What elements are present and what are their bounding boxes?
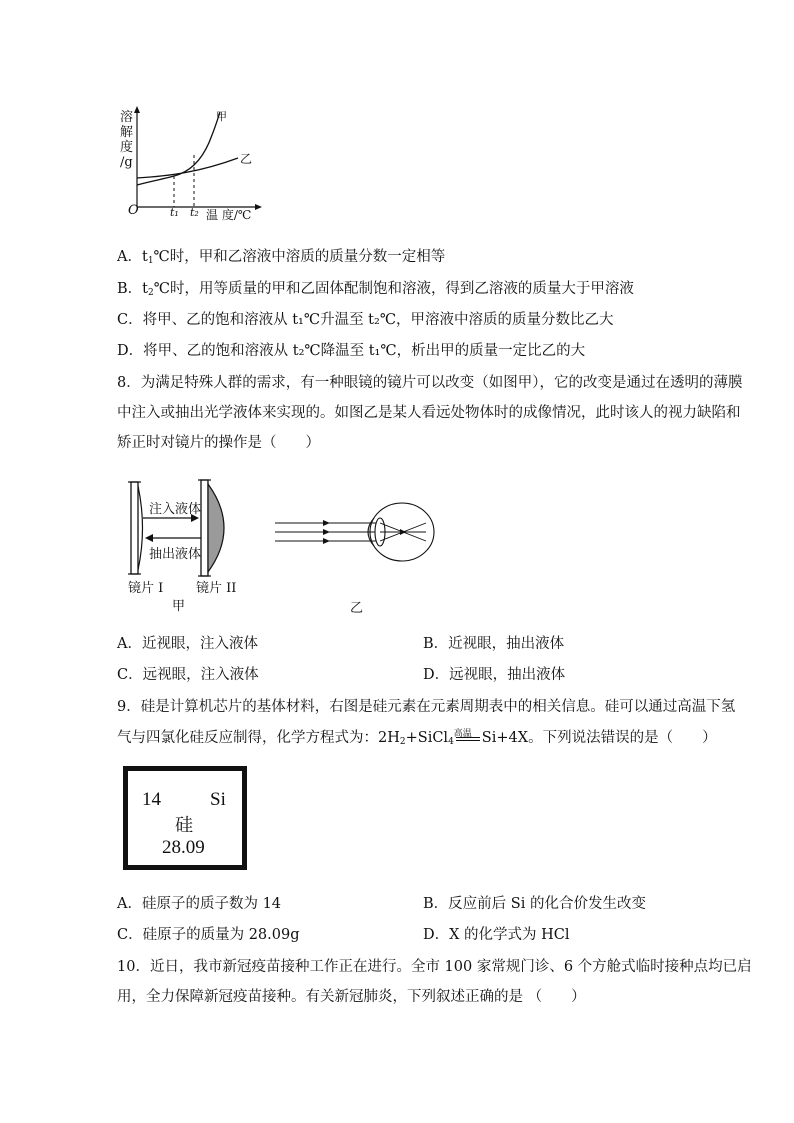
q9-option-b: B．反应前后 Si 的化合价发生改变	[423, 896, 646, 912]
q8-option-a: A．近视眼，注入液体	[117, 636, 258, 652]
extract-label: 抽出液体	[149, 547, 202, 562]
inject-label: 注入液体	[149, 502, 202, 517]
t2-label: t₂	[190, 206, 199, 219]
q9-option-a: A．硅原子的质子数为 14	[117, 896, 282, 912]
q8-line: 矫正时对镜片的操作是（ ）	[117, 435, 320, 451]
q8-option-b: B．近视眼，抽出液体	[423, 636, 565, 652]
lens2-frame	[201, 480, 208, 576]
subscript: 2	[147, 288, 154, 298]
curve-jia-label: 甲	[216, 110, 227, 123]
option-text: 将甲、乙的饱和溶液从 t₂℃降温至 t₁℃，析出甲的质量一定比乙的大	[143, 343, 586, 359]
figure-jia-lenses	[125, 470, 245, 580]
x-axis-arrow	[255, 204, 262, 210]
origin-label: O	[128, 203, 139, 218]
q8-option-c: C．远视眼，注入液体	[117, 667, 259, 683]
ray-arrow	[323, 520, 330, 526]
q10-line: 用，全力保障新冠疫苗接种。有关新冠肺炎，下列叙述正确的是 （ ）	[117, 989, 586, 1005]
atomic-number: 14	[142, 789, 161, 810]
y-axis-char: 溶	[120, 110, 134, 125]
lens1-label: 镜片 I	[128, 581, 164, 596]
q7-option-c	[117, 308, 614, 329]
focus-arrow	[400, 529, 406, 535]
figure-yi-caption: 乙	[350, 601, 364, 616]
figure-jia-caption: 甲	[172, 599, 186, 614]
option-letter: A．	[117, 249, 142, 265]
equals-line	[456, 737, 480, 738]
ray-arrow	[323, 529, 330, 535]
option-letter: C．	[117, 312, 143, 328]
lens2-label: 镜片 II	[196, 581, 237, 596]
subscript: 1	[147, 256, 154, 266]
q8-line: 8．为满足特殊人群的需求，有一种眼镜的镜片可以改变（如图甲），它的改变是通过在透明的薄膜	[117, 375, 743, 391]
q7-option-a	[117, 245, 445, 266]
lens2-membrane	[208, 484, 224, 572]
curve-yi-label: 乙	[240, 152, 253, 166]
equals-line	[456, 740, 480, 741]
t1-label: t₁	[170, 206, 179, 219]
option-text: t	[141, 249, 148, 265]
figure-yi-eye	[270, 490, 450, 590]
option-letter: D．	[117, 343, 144, 359]
option-text: t	[142, 281, 148, 297]
y-axis-char: /g	[120, 155, 133, 170]
subscript: 2	[399, 737, 406, 747]
atomic-mass: 28.09	[162, 837, 205, 858]
q9-text: +SiCl	[405, 730, 449, 746]
q8-option-d: D．远视眼，抽出液体	[423, 667, 566, 683]
curve-yi	[137, 158, 238, 178]
x-axis-label: 温 度/℃	[206, 208, 252, 222]
q7-option-b	[117, 277, 634, 298]
q9-text: Si+4X。下列说法错误的是（ ）	[481, 730, 717, 746]
q9-option-c: C．硅原子的质量为 28.09g	[117, 927, 300, 943]
q8-stem	[117, 368, 743, 458]
condition-text: 高温	[453, 729, 472, 739]
q10-line: 10．近日，我市新冠疫苗接种工作正在进行。全市 100 家常规门诊、6 个方舱式临时接种点均已启	[117, 959, 752, 975]
ray-arrow	[323, 538, 330, 544]
extract-arrow-head	[145, 534, 153, 542]
element-symbol: Si	[210, 789, 226, 810]
lens1-frame	[131, 482, 138, 574]
option-text: 将甲、乙的饱和溶液从 t₁℃升温至 t₂℃，甲溶液中溶质的质量分数比乙大	[142, 312, 614, 328]
q10-stem	[117, 952, 752, 1012]
element-card-silicon	[123, 766, 247, 870]
lens1-membrane	[138, 486, 143, 570]
q7-option-d	[117, 339, 585, 360]
option-text: ℃时，甲和乙溶液中溶质的质量分数一定相等	[153, 249, 446, 265]
q9-option-d: D．X 的化学式为 HCl	[423, 927, 570, 943]
y-axis-arrow	[134, 106, 140, 113]
y-axis-char: 度	[120, 140, 134, 155]
y-axis-char: 解	[120, 125, 134, 140]
q9-line1: 9．硅是计算机芯片的基体材料，右图是硅元素在元素周期表中的相关信息。硅可以通过高温下氢	[117, 699, 736, 715]
option-letter: B．	[117, 281, 143, 297]
reaction-condition	[454, 731, 482, 745]
subscript: 4	[448, 737, 454, 747]
element-name: 硅	[175, 815, 193, 836]
y-axis-label	[120, 110, 134, 170]
option-text: ℃时，用等质量的甲和乙固体配制饱和溶液，得到乙溶液的质量大于甲溶液	[153, 281, 634, 297]
q9-line2	[117, 723, 717, 753]
q9-text: 气与四氯化硅反应制得，化学方程式为：2H	[117, 730, 400, 746]
q8-line: 中注入或抽出光学液体来实现的。如图乙是某人看远处物体时的成像情况，此时该人的视力缺陷和	[117, 405, 741, 421]
